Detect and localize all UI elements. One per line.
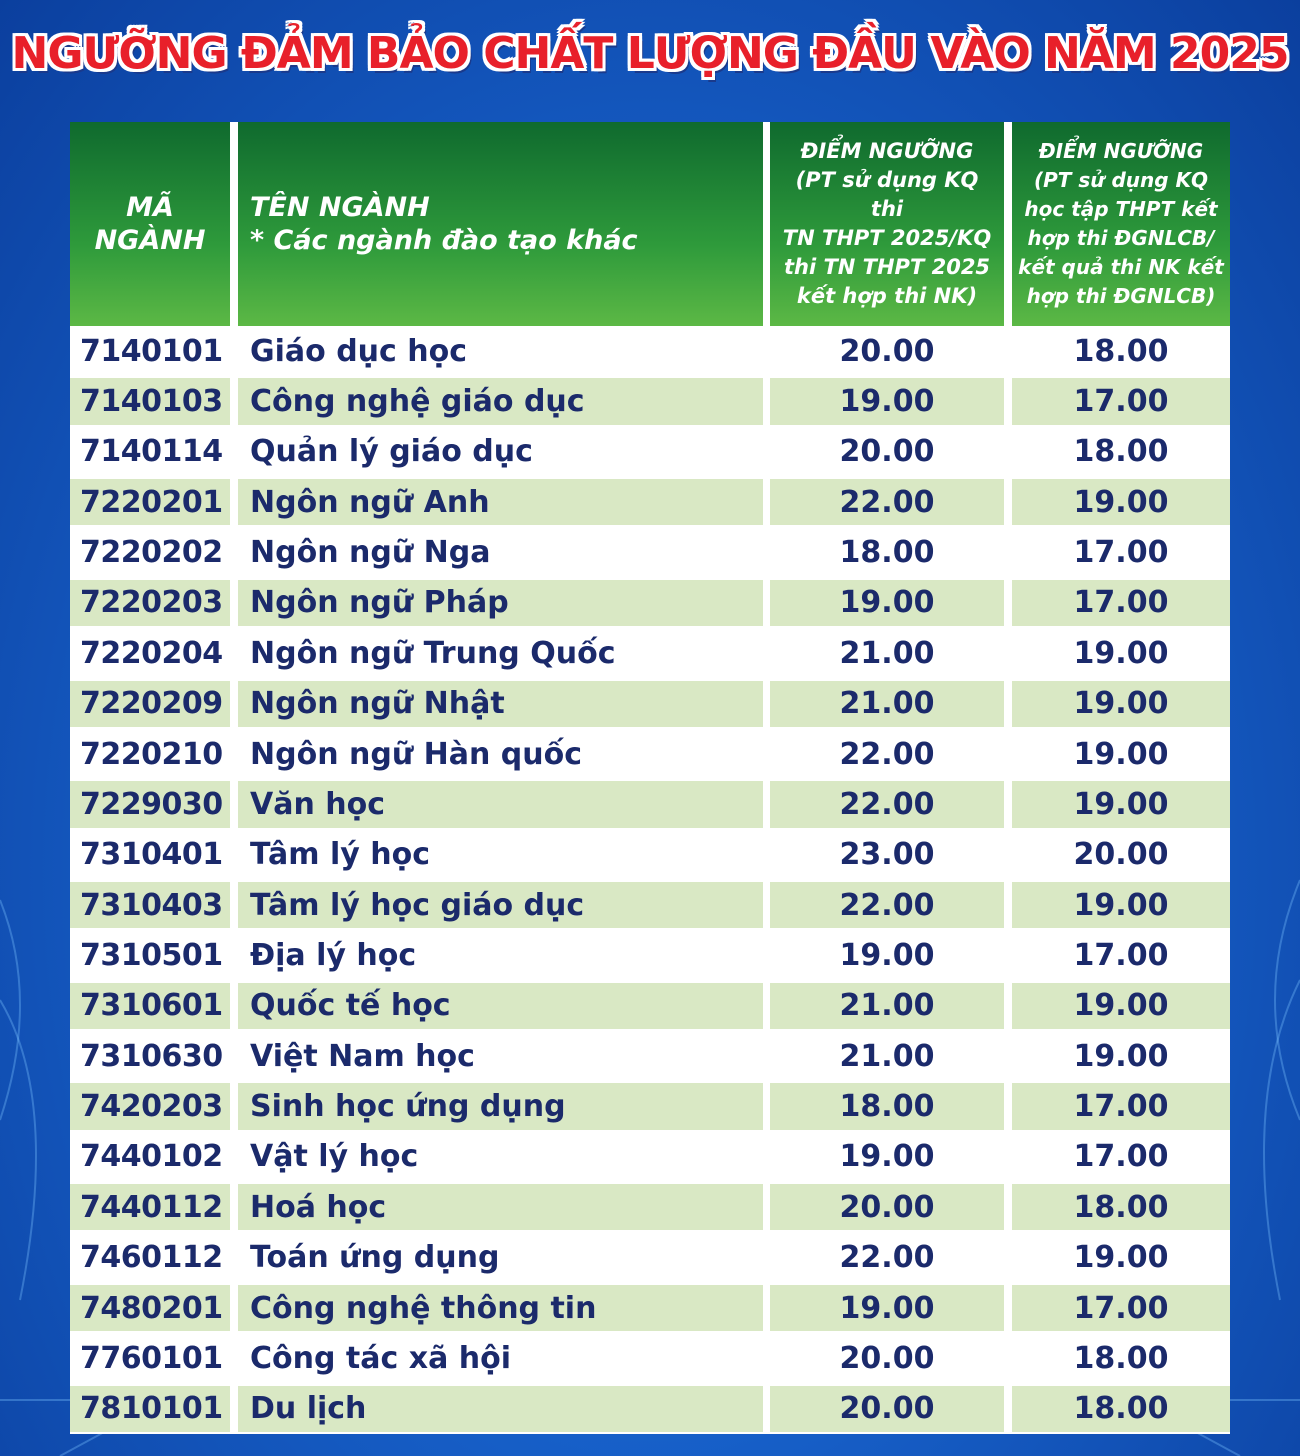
table-row <box>70 1132 1230 1182</box>
score-exam-cell-text: 18.00 <box>839 535 935 571</box>
major-name-cell-text: Quốc tế học <box>250 988 451 1024</box>
major-code-cell <box>70 1033 230 1079</box>
major-name-cell-text: Vật lý học <box>250 1139 419 1175</box>
score-transcript-cell <box>1012 328 1230 374</box>
major-name-cell <box>238 1285 763 1331</box>
score-exam-cell-text: 19.00 <box>839 1290 935 1326</box>
score-transcript-cell <box>1012 1285 1230 1331</box>
score-exam-cell-text: 20.00 <box>839 333 935 369</box>
score-exam-cell <box>770 1184 1004 1230</box>
score-transcript-cell <box>1012 378 1230 424</box>
major-name-cell-text: Quản lý giáo dục <box>250 434 533 470</box>
score-exam-cell-text: 20.00 <box>839 1340 935 1376</box>
score-transcript-cell-text: 17.00 <box>1073 1290 1169 1326</box>
score-exam-cell-text: 22.00 <box>839 1240 935 1276</box>
score-exam-cell-text: 19.00 <box>839 937 935 973</box>
major-code-cell-text: 7140103 <box>80 384 223 420</box>
major-name-cell-text: Du lịch <box>250 1391 367 1427</box>
major-code-cell <box>70 529 230 575</box>
score-transcript-cell <box>1012 832 1230 878</box>
score-transcript-cell-text: 17.00 <box>1073 535 1169 571</box>
score-exam-cell <box>770 681 1004 727</box>
table-row <box>70 981 1230 1031</box>
score-exam-cell <box>770 378 1004 424</box>
table-row <box>70 880 1230 930</box>
score-transcript-cell <box>1012 1134 1230 1180</box>
major-name-cell <box>238 1184 763 1230</box>
score-exam-cell-text: 21.00 <box>839 1038 935 1074</box>
score-transcript-cell-text: 19.00 <box>1073 1038 1169 1074</box>
major-code-cell <box>70 1335 230 1381</box>
score-exam-cell-text: 20.00 <box>839 1391 935 1427</box>
score-transcript-cell-text: 19.00 <box>1073 484 1169 520</box>
threshold-table <box>70 122 1230 1434</box>
score-transcript-cell-text: 19.00 <box>1073 1240 1169 1276</box>
score-transcript-cell <box>1012 1335 1230 1381</box>
major-code-cell-text: 7140101 <box>80 333 223 369</box>
table-row <box>70 1384 1230 1434</box>
score-exam-cell <box>770 1335 1004 1381</box>
table-row <box>70 1081 1230 1131</box>
score-transcript-cell <box>1012 1386 1230 1432</box>
major-name-cell-text: Giáo dục học <box>250 333 468 369</box>
table-row <box>70 578 1230 628</box>
major-code-cell <box>70 1184 230 1230</box>
score-transcript-cell <box>1012 529 1230 575</box>
major-name-cell-text: Tâm lý học <box>250 837 431 873</box>
score-exam-cell-text: 22.00 <box>839 736 935 772</box>
score-exam-cell <box>770 580 1004 626</box>
score-exam-cell <box>770 630 1004 676</box>
score-transcript-cell <box>1012 882 1230 928</box>
score-exam-cell-text: 22.00 <box>839 484 935 520</box>
table-row <box>70 779 1230 829</box>
score-transcript-cell-text: 18.00 <box>1073 1391 1169 1427</box>
major-code-cell-text: 7440102 <box>80 1139 223 1175</box>
major-code-cell <box>70 731 230 777</box>
major-code-cell <box>70 1386 230 1432</box>
score-transcript-cell <box>1012 681 1230 727</box>
major-code-cell <box>70 681 230 727</box>
score-exam-cell <box>770 1033 1004 1079</box>
major-code-cell-text: 7220210 <box>80 736 223 772</box>
major-name-cell-text: Tâm lý học giáo dục <box>250 887 585 923</box>
score-transcript-cell <box>1012 781 1230 827</box>
major-name-cell-text: Ngôn ngữ Hàn quốc <box>250 736 583 772</box>
major-name-cell-text: Việt Nam học <box>250 1038 475 1074</box>
major-code-cell <box>70 378 230 424</box>
major-code-cell-text: 7310403 <box>80 887 223 923</box>
score-exam-cell-text: 22.00 <box>839 786 935 822</box>
table-row <box>70 830 1230 880</box>
table-row <box>70 729 1230 779</box>
major-code-cell <box>70 580 230 626</box>
major-code-cell-text: 7220201 <box>80 484 223 520</box>
major-name-cell <box>238 781 763 827</box>
major-name-cell-text: Ngôn ngữ Anh <box>250 484 490 520</box>
score-exam-cell <box>770 781 1004 827</box>
score-transcript-cell <box>1012 429 1230 475</box>
table-row <box>70 527 1230 577</box>
header-name-line: * Các ngành đào tạo khác <box>250 225 638 256</box>
score-exam-cell <box>770 479 1004 525</box>
major-code-cell <box>70 1285 230 1331</box>
major-code-cell <box>70 479 230 525</box>
table-row <box>70 1232 1230 1282</box>
score-exam-cell <box>770 1134 1004 1180</box>
table-row <box>70 679 1230 729</box>
major-name-cell <box>238 1033 763 1079</box>
major-name-cell <box>238 681 763 727</box>
score-exam-cell-text: 21.00 <box>839 635 935 671</box>
score-exam-cell <box>770 983 1004 1029</box>
score-transcript-cell-text: 19.00 <box>1073 988 1169 1024</box>
header-score-exam-line: thi TN THPT 2025 <box>783 255 991 279</box>
score-exam-cell <box>770 1083 1004 1129</box>
major-name-cell-text: Công nghệ thông tin <box>250 1290 597 1326</box>
score-exam-cell <box>770 529 1004 575</box>
score-transcript-cell <box>1012 1033 1230 1079</box>
major-code-cell-text: 7760101 <box>80 1340 223 1376</box>
table-row <box>70 326 1230 376</box>
score-exam-cell <box>770 882 1004 928</box>
major-name-cell <box>238 328 763 374</box>
score-exam-cell-text: 19.00 <box>839 384 935 420</box>
major-name-cell-text: Công nghệ giáo dục <box>250 384 585 420</box>
table-row <box>70 1031 1230 1081</box>
major-code-cell-text: 7229030 <box>80 786 223 822</box>
score-transcript-cell-text: 17.00 <box>1073 1089 1169 1125</box>
table-row <box>70 477 1230 527</box>
major-name-cell <box>238 529 763 575</box>
table-row <box>70 1283 1230 1333</box>
major-name-cell-text: Ngôn ngữ Pháp <box>250 585 509 621</box>
header-score-transcript-line: (PT sử dụng KQ <box>1033 168 1209 192</box>
score-transcript-cell <box>1012 630 1230 676</box>
score-exam-cell-text: 19.00 <box>839 585 935 621</box>
score-exam-cell <box>770 1234 1004 1280</box>
score-transcript-cell-text: 20.00 <box>1073 837 1169 873</box>
major-code-cell-text: 7220202 <box>80 535 223 571</box>
major-code-cell-text: 7310601 <box>80 988 223 1024</box>
header-score-transcript-line: kết quả thi NK kết <box>1018 255 1224 279</box>
major-code-cell <box>70 429 230 475</box>
header-score-transcript-line: ĐIỂM NGƯỠNG <box>1038 139 1204 163</box>
major-name-cell <box>238 731 763 777</box>
major-code-cell-text: 7220209 <box>80 686 223 722</box>
major-name-cell <box>238 1134 763 1180</box>
major-code-cell-text: 7310501 <box>80 937 223 973</box>
score-transcript-cell <box>1012 983 1230 1029</box>
major-name-cell <box>238 1083 763 1129</box>
major-name-cell <box>238 429 763 475</box>
score-exam-cell <box>770 932 1004 978</box>
score-transcript-cell <box>1012 1234 1230 1280</box>
table-row <box>70 427 1230 477</box>
score-transcript-cell-text: 19.00 <box>1073 686 1169 722</box>
header-name <box>238 122 763 326</box>
score-transcript-cell <box>1012 580 1230 626</box>
major-code-cell-text: 7310401 <box>80 837 223 873</box>
major-name-cell-text: Sinh học ứng dụng <box>250 1089 566 1125</box>
major-name-cell <box>238 1234 763 1280</box>
header-score-transcript-line: học tập THPT kết <box>1024 197 1218 221</box>
table-row <box>70 1182 1230 1232</box>
major-code-cell <box>70 328 230 374</box>
header-name-line: TÊN NGÀNH <box>250 192 430 223</box>
score-exam-cell-text: 22.00 <box>839 887 935 923</box>
score-exam-cell-text: 21.00 <box>839 988 935 1024</box>
major-code-cell <box>70 832 230 878</box>
major-code-cell-text: 7440112 <box>80 1189 223 1225</box>
major-name-cell <box>238 1335 763 1381</box>
score-transcript-cell-text: 18.00 <box>1073 333 1169 369</box>
score-transcript-cell <box>1012 1083 1230 1129</box>
major-name-cell-text: Địa lý học <box>250 937 417 973</box>
table-row <box>70 930 1230 980</box>
header-score-exam-line: (PT sử dụng KQ thi <box>795 168 979 221</box>
table-row <box>70 1333 1230 1383</box>
score-exam-cell-text: 18.00 <box>839 1089 935 1125</box>
score-transcript-cell-text: 19.00 <box>1073 635 1169 671</box>
header-code-line: MÃ <box>126 192 174 223</box>
score-transcript-cell-text: 17.00 <box>1073 1139 1169 1175</box>
score-exam-cell-text: 20.00 <box>839 1189 935 1225</box>
major-name-cell-text: Hoá học <box>250 1189 387 1225</box>
major-code-cell <box>70 983 230 1029</box>
major-code-cell <box>70 630 230 676</box>
score-transcript-cell <box>1012 479 1230 525</box>
major-name-cell-text: Ngôn ngữ Nga <box>250 535 491 571</box>
major-code-cell-text: 7810101 <box>80 1391 223 1427</box>
score-transcript-cell <box>1012 731 1230 777</box>
major-name-cell <box>238 479 763 525</box>
header-score-exam-line: TN THPT 2025/KQ <box>782 226 992 250</box>
score-exam-cell <box>770 832 1004 878</box>
table-body <box>70 326 1230 1434</box>
major-name-cell-text: Văn học <box>250 786 386 822</box>
page-title: NGƯỠNG ĐẢM BẢO CHẤT LƯỢNG ĐẦU VÀO NĂM 2025 <box>11 28 1289 79</box>
major-name-cell-text: Toán ứng dụng <box>250 1240 500 1276</box>
score-transcript-cell-text: 17.00 <box>1073 937 1169 973</box>
table-row <box>70 628 1230 678</box>
major-code-cell <box>70 1134 230 1180</box>
major-name-cell <box>238 630 763 676</box>
score-exam-cell <box>770 1386 1004 1432</box>
major-code-cell <box>70 1234 230 1280</box>
score-transcript-cell-text: 18.00 <box>1073 1340 1169 1376</box>
major-code-cell-text: 7220203 <box>80 585 223 621</box>
score-exam-cell-text: 21.00 <box>839 686 935 722</box>
header-code-line: NGÀNH <box>94 225 206 256</box>
header-score-transcript-line: hợp thi ĐGNLCB/ <box>1027 226 1215 250</box>
major-code-cell <box>70 1083 230 1129</box>
major-name-cell-text: Ngôn ngữ Nhật <box>250 686 505 722</box>
score-transcript-cell-text: 19.00 <box>1073 736 1169 772</box>
major-code-cell-text: 7220204 <box>80 635 223 671</box>
score-exam-cell-text: 23.00 <box>839 837 935 873</box>
score-transcript-cell-text: 19.00 <box>1073 786 1169 822</box>
major-code-cell-text: 7310630 <box>80 1038 223 1074</box>
major-name-cell <box>238 832 763 878</box>
major-name-cell <box>238 378 763 424</box>
major-code-cell-text: 7460112 <box>80 1240 223 1276</box>
major-name-cell <box>238 882 763 928</box>
major-name-cell <box>238 983 763 1029</box>
major-name-cell <box>238 1386 763 1432</box>
major-name-cell <box>238 580 763 626</box>
table-row <box>70 376 1230 426</box>
header-score-transcript <box>1012 122 1230 326</box>
header-code <box>70 122 230 326</box>
score-transcript-cell-text: 17.00 <box>1073 384 1169 420</box>
major-name-cell-text: Ngôn ngữ Trung Quốc <box>250 635 616 671</box>
score-exam-cell <box>770 328 1004 374</box>
header-score-exam <box>770 122 1004 326</box>
score-exam-cell-text: 19.00 <box>839 1139 935 1175</box>
major-name-cell-text: Công tác xã hội <box>250 1340 512 1376</box>
score-transcript-cell-text: 17.00 <box>1073 585 1169 621</box>
major-code-cell-text: 7420203 <box>80 1089 223 1125</box>
score-transcript-cell <box>1012 932 1230 978</box>
table-header <box>70 122 1230 326</box>
major-code-cell <box>70 882 230 928</box>
score-transcript-cell <box>1012 1184 1230 1230</box>
major-code-cell <box>70 781 230 827</box>
score-exam-cell <box>770 731 1004 777</box>
score-transcript-cell-text: 18.00 <box>1073 1189 1169 1225</box>
header-score-exam-line: ĐIỂM NGƯỠNG <box>800 139 974 163</box>
header-score-transcript-line: hợp thi ĐGNLCB) <box>1026 284 1216 308</box>
score-exam-cell <box>770 1285 1004 1331</box>
score-transcript-cell-text: 18.00 <box>1073 434 1169 470</box>
score-exam-cell <box>770 429 1004 475</box>
major-code-cell-text: 7140114 <box>80 434 223 470</box>
major-code-cell <box>70 932 230 978</box>
header-score-exam-line: kết hợp thi NK) <box>796 284 978 308</box>
score-exam-cell-text: 20.00 <box>839 434 935 470</box>
major-name-cell <box>238 932 763 978</box>
score-transcript-cell-text: 19.00 <box>1073 887 1169 923</box>
major-code-cell-text: 7480201 <box>80 1290 223 1326</box>
